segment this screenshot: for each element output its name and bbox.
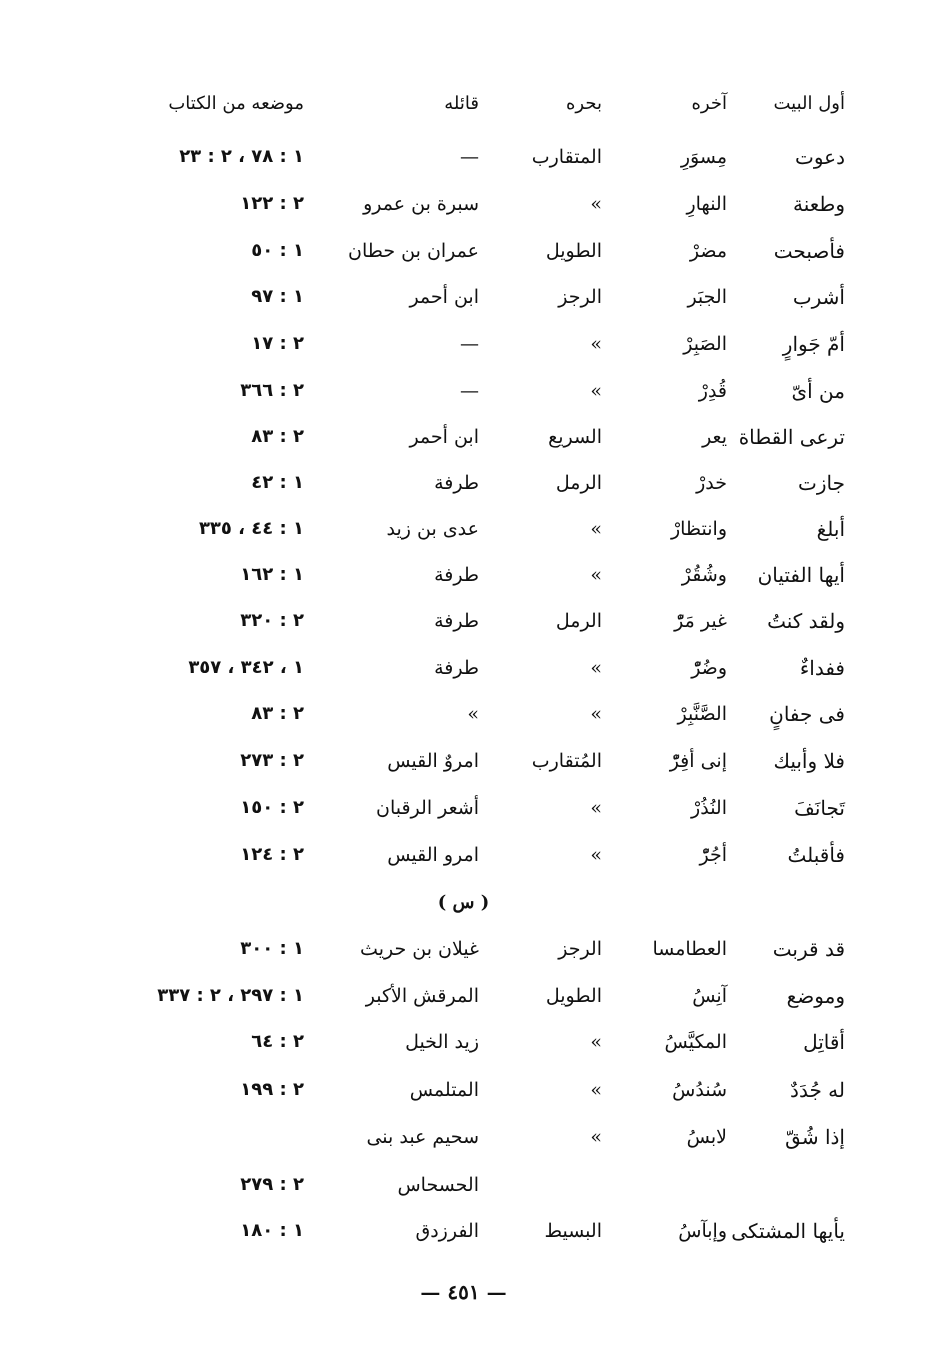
book-location: ٢ : ٦٤ bbox=[251, 1031, 304, 1052]
index-row bbox=[0, 231, 927, 271]
last-word: وضُرّْ bbox=[691, 657, 727, 679]
book-location: ٢ : ١٧ bbox=[251, 333, 304, 354]
last-word: خدرْ bbox=[696, 472, 727, 494]
poet: زيد الخيل bbox=[405, 1031, 479, 1053]
last-word: يعر bbox=[702, 426, 727, 448]
poet: طرفة bbox=[434, 610, 479, 632]
meter: » bbox=[590, 1126, 602, 1148]
poet: سحيم عبد بنى bbox=[366, 1126, 479, 1148]
first-verse: أمّ جَوارٍ bbox=[782, 332, 845, 356]
book-location: ٢ : ٢٧٩ bbox=[240, 1174, 304, 1195]
first-verse: فى جفانٍ bbox=[769, 702, 845, 726]
meter: الرمل bbox=[555, 610, 602, 632]
last-word: وإبآسُ bbox=[678, 1220, 727, 1242]
meter: المتقارب bbox=[531, 146, 602, 168]
book-location: ١ : ٤٢ bbox=[251, 472, 304, 493]
first-verse: وطعنة bbox=[793, 192, 845, 216]
header-meter: بحره bbox=[566, 93, 602, 114]
last-word: مضرْ bbox=[689, 240, 727, 262]
poet: أشعر الرقبان bbox=[376, 797, 479, 819]
index-row bbox=[0, 648, 927, 688]
meter: الطويل bbox=[545, 985, 602, 1007]
index-row bbox=[0, 741, 927, 781]
meter: » bbox=[590, 518, 602, 540]
poet: » bbox=[467, 703, 479, 725]
index-row bbox=[0, 277, 927, 317]
last-word: النهارِ bbox=[686, 193, 727, 215]
last-word: العطامسا bbox=[652, 938, 727, 960]
last-word: إنى أفِرّْ bbox=[669, 750, 727, 772]
last-word: وانتظارْ bbox=[670, 518, 727, 540]
book-location: ٢ : ٨٣ bbox=[251, 426, 304, 447]
poet: طرفة bbox=[434, 472, 479, 494]
book-location: ١ : ٢٩٧ ، ٢ : ٣٣٧ bbox=[157, 985, 304, 1006]
first-verse: أبلغ bbox=[816, 517, 845, 541]
first-verse: دعوت bbox=[795, 145, 845, 169]
book-location: ١ ، ٣٤٢ ، ٣٥٧ bbox=[188, 657, 304, 678]
index-row bbox=[0, 1211, 927, 1251]
last-word: غير مَرّْ bbox=[674, 610, 727, 632]
poet: — bbox=[460, 146, 479, 168]
index-row bbox=[0, 601, 927, 641]
meter: البسيط bbox=[544, 1220, 602, 1242]
meter: الرمل bbox=[555, 472, 602, 494]
header-location: موضعه من الكتاب bbox=[168, 93, 304, 114]
index-row bbox=[0, 929, 927, 969]
poet: طرفة bbox=[434, 657, 479, 679]
meter: » bbox=[590, 844, 602, 866]
index-row bbox=[0, 976, 927, 1016]
poet: طرفة bbox=[434, 564, 479, 586]
first-verse: أشرب bbox=[792, 285, 845, 309]
index-row bbox=[0, 555, 927, 595]
book-location: ١ : ٥٠ bbox=[251, 240, 304, 261]
first-verse: أقاتِل bbox=[803, 1030, 845, 1054]
book-location: ٢ : ١٢٢ bbox=[240, 193, 304, 214]
book-location: ١ : ١٦٢ bbox=[240, 564, 304, 585]
index-row bbox=[0, 788, 927, 828]
index-row bbox=[0, 463, 927, 503]
last-word: الصَّنَّبِرْ bbox=[677, 703, 727, 725]
first-verse: له جُدَدٌ bbox=[790, 1078, 845, 1102]
index-row bbox=[0, 1070, 927, 1110]
poet: المرقش الأكبر bbox=[365, 985, 479, 1007]
last-word: مِسوَرِ bbox=[680, 146, 727, 168]
poet: عمران بن حطان bbox=[348, 240, 479, 262]
poet: — bbox=[460, 380, 479, 402]
poet: عدى بن زيد bbox=[386, 518, 479, 540]
first-verse: تَجانَفَ bbox=[794, 796, 845, 820]
meter: » bbox=[590, 797, 602, 819]
first-verse: ترعى القطاة bbox=[738, 425, 845, 449]
header-first-verse: أول البيت bbox=[773, 93, 845, 114]
header-poet: قائله bbox=[444, 93, 479, 114]
meter: الرجز bbox=[558, 938, 602, 960]
book-location: ٢ : ١٥٠ bbox=[240, 797, 304, 818]
section-heading: ( س ) bbox=[437, 892, 490, 913]
last-word: النُذُرْ bbox=[691, 797, 727, 819]
meter: » bbox=[590, 1079, 602, 1101]
book-location: ١ : ١٨٠ bbox=[240, 1220, 304, 1241]
index-row bbox=[0, 417, 927, 457]
poet: سبرة بن عمرو bbox=[363, 193, 479, 215]
page-number: — ٤٥١ — bbox=[420, 1280, 507, 1304]
meter: » bbox=[590, 703, 602, 725]
index-row bbox=[0, 137, 927, 177]
last-word: آنِسُ bbox=[692, 985, 727, 1007]
first-verse: قد قربت bbox=[772, 937, 845, 961]
index-row bbox=[0, 835, 927, 875]
book-location: ٢ : ١٩٩ bbox=[240, 1079, 304, 1100]
last-word: سُندُسُ bbox=[672, 1079, 727, 1101]
meter: المُتقارب bbox=[531, 750, 602, 772]
meter: » bbox=[590, 193, 602, 215]
last-word: المكيَّسُ bbox=[664, 1031, 727, 1053]
book-location: ٢ : ٢٧٣ bbox=[240, 750, 304, 771]
poet: ابن أحمر bbox=[409, 426, 479, 448]
book-location: ٢ : ٨٣ bbox=[251, 703, 304, 724]
last-word: الصَبِرْ bbox=[683, 333, 727, 355]
first-verse: أيها الفتيان bbox=[757, 563, 845, 587]
last-word: وشُقُرْ bbox=[681, 564, 727, 586]
meter: » bbox=[590, 657, 602, 679]
first-verse: إذا شُقّ bbox=[785, 1125, 845, 1149]
index-row bbox=[0, 694, 927, 734]
poet: امرو القيس bbox=[387, 844, 479, 866]
book-location: ١ : ٩٧ bbox=[251, 286, 304, 307]
first-verse: يأيها المشتكى bbox=[731, 1219, 845, 1243]
index-row bbox=[0, 324, 927, 364]
meter: السريع bbox=[548, 426, 602, 448]
last-word: الجبَر bbox=[687, 286, 727, 308]
first-verse: فلا وأبيك bbox=[773, 749, 845, 773]
index-row bbox=[0, 1117, 927, 1157]
poet: امروٌ القيس bbox=[387, 750, 479, 772]
book-location: ١ : ٤٤ ، ٣٣٥ bbox=[198, 518, 304, 539]
book-location: ١ : ٧٨ ، ٢ : ٢٣ bbox=[179, 146, 304, 167]
poet: ابن أحمر bbox=[409, 286, 479, 308]
meter: » bbox=[590, 1031, 602, 1053]
poet: المتلمس bbox=[409, 1079, 479, 1101]
meter: » bbox=[590, 380, 602, 402]
poet: — bbox=[460, 333, 479, 355]
first-verse: ولقد كنتُ bbox=[767, 609, 845, 633]
first-verse: من أىّ bbox=[791, 379, 845, 403]
last-word: لابسُ bbox=[686, 1126, 727, 1148]
book-location: ١ : ٣٠٠ bbox=[240, 938, 304, 959]
poet: غيلان بن حريث bbox=[360, 938, 479, 960]
first-verse: فأصبحت bbox=[773, 239, 845, 263]
first-verse: ففداءٌ bbox=[799, 656, 845, 680]
meter: » bbox=[590, 333, 602, 355]
index-row bbox=[0, 1165, 927, 1205]
index-header-row bbox=[0, 84, 927, 124]
meter: الطويل bbox=[545, 240, 602, 262]
index-row bbox=[0, 509, 927, 549]
index-row bbox=[0, 184, 927, 224]
first-verse: جازت bbox=[798, 471, 845, 495]
poet: الفرزدق bbox=[415, 1220, 479, 1242]
book-location: ٢ : ٣٢٠ bbox=[240, 610, 304, 631]
first-verse: فأقبلتُ bbox=[787, 843, 845, 867]
book-location: ٢ : ١٢٤ bbox=[240, 844, 304, 865]
first-verse: وموضع bbox=[786, 984, 845, 1008]
header-last-word: آخره bbox=[691, 93, 727, 114]
book-location: ٢ : ٣٦٦ bbox=[240, 380, 304, 401]
poet: الحسحاس bbox=[397, 1174, 479, 1196]
index-row bbox=[0, 371, 927, 411]
meter: الرجز bbox=[558, 286, 602, 308]
last-word: قُدِرْ bbox=[698, 380, 727, 402]
last-word: أجُرّْ bbox=[699, 844, 727, 866]
meter: » bbox=[590, 564, 602, 586]
index-row bbox=[0, 1022, 927, 1062]
